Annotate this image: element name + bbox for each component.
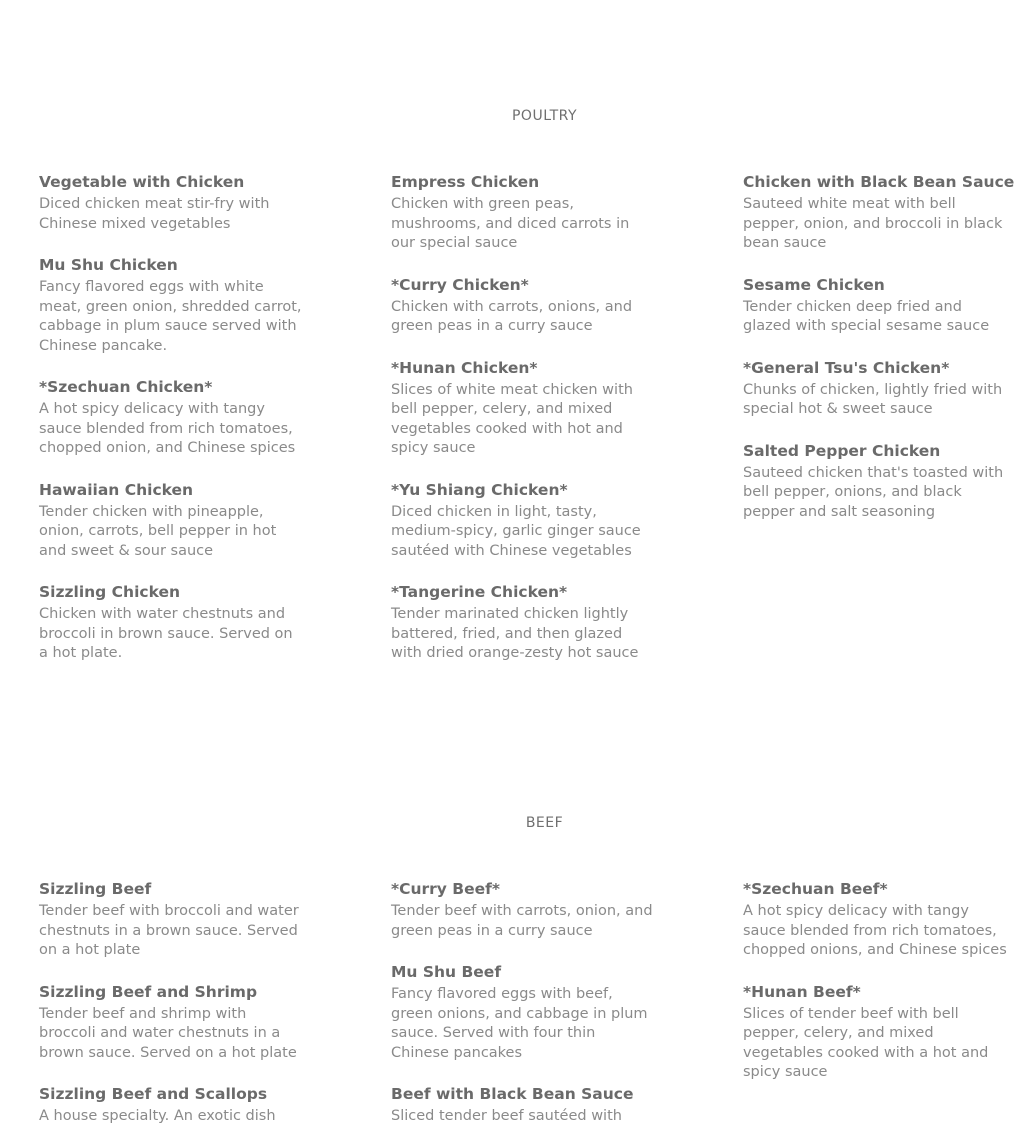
menu-item	[743, 440, 1007, 523]
menu-item-name: Mu Shu Beef	[391, 963, 502, 981]
menu-item-description: Sauteed white meat with bell pepper, onion, and broccoli in black bean sauce	[743, 196, 1003, 251]
menu-item	[743, 357, 1007, 420]
menu-item-name: *General Tsu's Chicken*	[743, 358, 950, 377]
menu-item-description: Sliced tender beef sautéed with	[391, 1108, 622, 1124]
menu-item-name: *Yu Shiang Chicken*	[391, 480, 568, 499]
menu-item	[39, 981, 303, 1064]
menu-item-name: Empress Chicken	[391, 173, 540, 191]
menu-item-name: *Szechuan Beef*	[743, 880, 888, 898]
menu-item-description: Diced chicken in light, tasty, medium-spicy, garlic ginger sauce sautéed with Chinese vegetables	[391, 503, 641, 559]
menu-item-description: Chunks of chicken, lightly fried with special hot & sweet sauce	[743, 381, 1003, 417]
section-title-poultry: POULTRY	[511, 108, 578, 124]
menu-item-description: Diced chicken meat stir-fry with Chinese mixed vegetables	[39, 196, 270, 232]
menu-item-name: Sizzling Beef	[39, 880, 152, 898]
menu-item	[743, 878, 1007, 961]
menu-item-description: A hot spicy delicacy with tangy sauce blended from rich tomatoes, chopped onions, and Chinese spices	[743, 903, 1007, 958]
menu-item-name: *Hunan Beef*	[743, 982, 861, 1001]
menu-item-name: *Curry Chicken*	[391, 275, 529, 294]
menu-item	[391, 357, 655, 459]
menu-item-description: Fancy flavored eggs with white meat, green onion, shredded carrot, cabbage in plum sauce served with Chinese pancake.	[39, 279, 302, 354]
poultry-column-1	[39, 171, 303, 684]
menu-item-name: Mu Shu Chicken	[39, 256, 178, 274]
poultry-column-3	[743, 171, 1015, 542]
menu-item-name: Sesame Chicken	[743, 275, 885, 294]
menu-item-description: Slices of white meat chicken with bell pepper, celery, and mixed vegetables cooked with hot and spicy sauce	[391, 381, 633, 456]
menu-item	[39, 878, 303, 961]
menu-item-description: Slices of tender beef with bell pepper, celery, and mixed vegetables cooked with a hot and spicy sauce	[743, 1005, 989, 1080]
menu-item-description: A house specialty. An exotic dish	[39, 1108, 276, 1124]
menu-item	[391, 479, 655, 562]
menu-item	[391, 581, 655, 664]
menu-item	[39, 479, 303, 562]
menu-item-name: Sizzling Beef and Scallops	[39, 1085, 268, 1103]
menu-item	[743, 981, 1007, 1083]
menu-item	[391, 274, 655, 337]
menu-item-description: Tender chicken deep fried and glazed with special sesame sauce	[743, 298, 990, 334]
menu-item-description: Tender marinated chicken lightly battered, fried, and then glazed with dried orange-zesty hot sauce	[391, 606, 639, 661]
menu-item	[391, 878, 655, 941]
menu-item-name: *Curry Beef*	[391, 880, 500, 898]
menu-item-description: Chicken with green peas, mushrooms, and diced carrots in our special sauce	[391, 196, 630, 251]
beef-column-3	[743, 878, 1007, 1103]
menu-item-description: Chicken with water chestnuts and broccoli in brown sauce. Served on a hot plate.	[39, 606, 293, 661]
menu-item-description: Tender beef and shrimp with broccoli and water chestnuts in a brown sauce. Served on a hot plate	[39, 1005, 297, 1061]
menu-item-name: Beef with Black Bean Sauce	[391, 1085, 634, 1103]
menu-item	[39, 581, 303, 664]
menu-item-name: *Szechuan Chicken*	[39, 378, 213, 396]
menu-item-name: Chicken with Black Bean Sauce	[743, 173, 1015, 191]
menu-item-name: Salted Pepper Chicken	[743, 441, 941, 460]
section-title-beef: BEEF	[525, 815, 564, 831]
menu-item	[39, 376, 303, 459]
menu-item	[743, 274, 1007, 337]
menu-item-name: Sizzling Beef and Shrimp	[39, 982, 258, 1001]
poultry-column-2	[391, 171, 655, 684]
menu-item-description: Tender beef with broccoli and water chestnuts in a brown sauce. Served on a hot plate	[39, 903, 299, 958]
menu-item-description: A hot spicy delicacy with tangy sauce blended from rich tomatoes, chopped onion, and Chinese spices	[39, 401, 296, 456]
menu-item	[39, 1083, 303, 1127]
menu-item-description: Tender beef with carrots, onion, and green peas in a curry sauce	[391, 903, 653, 939]
menu-item	[39, 254, 303, 356]
menu-item-description: Fancy flavored eggs with beef, green onions, and cabbage in plum sauce. Served with four thin Chinese pancakes	[391, 986, 648, 1061]
menu-item-description: Sauteed chicken that's toasted with bell pepper, onions, and black pepper and salt seasoning	[743, 464, 1004, 520]
beef-column-2	[391, 878, 655, 1147]
menu-item-name: Vegetable with Chicken	[39, 173, 245, 191]
menu-item	[391, 171, 655, 254]
menu-item-name: Hawaiian Chicken	[39, 480, 194, 499]
menu-item	[39, 171, 303, 234]
menu-item	[743, 171, 1015, 254]
beef-column-1	[39, 878, 303, 1147]
menu-item-description: Chicken with carrots, onions, and green peas in a curry sauce	[391, 298, 633, 334]
menu-item-name: *Hunan Chicken*	[391, 358, 538, 377]
menu-item	[391, 1083, 655, 1127]
menu-item-description: Tender chicken with pineapple, onion, carrots, bell pepper in hot and sweet & sour sauce	[39, 503, 277, 559]
menu-item	[391, 961, 655, 1063]
menu-item-name: Sizzling Chicken	[39, 583, 181, 601]
menu-item-name: *Tangerine Chicken*	[391, 583, 568, 601]
